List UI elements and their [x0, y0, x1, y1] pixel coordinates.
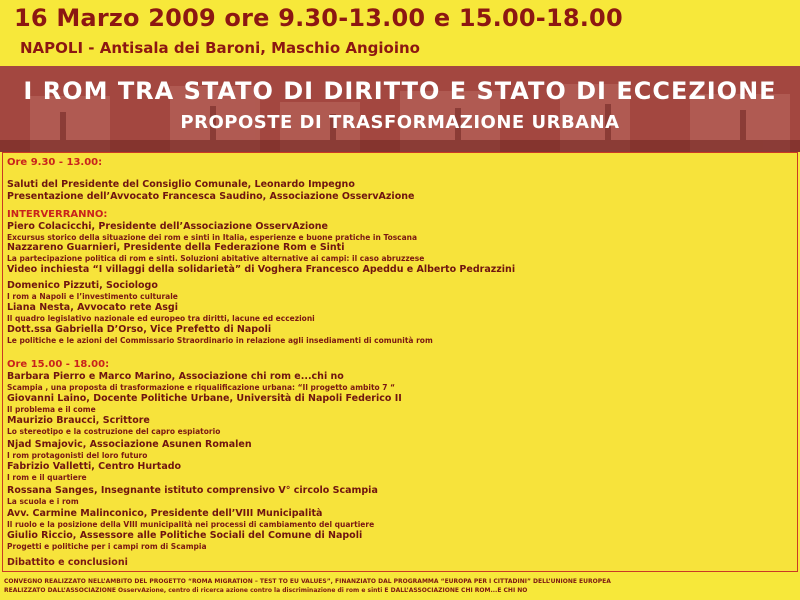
afternoon-speaker-name: Giovanni Laino, Docente Politiche Urbane, Università di Napoli Federico II	[7, 393, 402, 404]
afternoon-speaker-name: Maurizio Braucci, Scrittore	[7, 415, 150, 426]
morning-speaker-topic: I rom a Napoli e l’investimento culturale	[7, 292, 178, 301]
afternoon-speaker-topic: Il problema e il come	[7, 405, 96, 414]
afternoon-speaker-name: Fabrizio Valletti, Centro Hurtado	[7, 461, 182, 472]
event-date: 16 Marzo 2009 ore 9.30-13.00 e 15.00-18.00	[14, 4, 623, 32]
afternoon-label: Ore 15.00 - 18.00:	[7, 359, 110, 370]
header-area	[0, 0, 800, 70]
footer	[0, 573, 800, 600]
morning-speaker-name: Piero Colacicchi, Presidente dell’Associazione OsservAzione	[7, 221, 328, 232]
afternoon-speaker-topic: I rom protagonisti del loro futuro	[7, 451, 148, 460]
afternoon-speaker-topic: Il ruolo e la posizione della VIII municipalità nei processi di cambiamento del quartiere	[7, 520, 375, 529]
morning-speaker-topic: La partecipazione politica di rom e sinti. Soluzioni abitative alternative ai campi: il caso abruzzese	[7, 254, 425, 263]
afternoon-speaker-name: Giulio Riccio, Assessore alle Politiche Sociali del Comune di Napoli	[7, 530, 363, 541]
morning-label: Ore 9.30 - 13.00:	[7, 157, 103, 168]
afternoon-speaker-topic: Scampia , una proposta di trasformazione e riqualificazione urbana: “Il progetto ambito 7 “	[7, 383, 396, 392]
afternoon-speaker-topic: I rom e il quartiere	[7, 473, 87, 482]
greetings-1: Saluti del Presidente del Consiglio Comunale, Leonardo Impegno	[7, 179, 355, 190]
morning-speaker-name: Liana Nesta, Avvocato rete Asgi	[7, 302, 178, 313]
morning-speaker-topic: Excursus storico della situazione dei rom e sinti in Italia, esperienze e buone pratiche in Toscana	[7, 233, 418, 242]
afternoon-speaker-name: Avv. Carmine Malinconico, Presidente dell’VIII Municipalità	[7, 508, 323, 519]
speakers-label: INTERVERRANNO:	[7, 209, 108, 220]
afternoon-speaker-topic: La scuola e i rom	[7, 497, 79, 506]
program-box	[2, 152, 798, 572]
afternoon-speaker-name: Rossana Sanges, Insegnante istituto comprensivo V° circolo Scampia	[7, 485, 378, 496]
afternoon-speaker-name: Barbara Pierro e Marco Marino, Associazione chi rom e...chi no	[7, 371, 344, 382]
afternoon-speaker-name: Njad Smajovic, Associazione Asunen Romalen	[7, 439, 252, 450]
event-title: I ROM TRA STATO DI DIRITTO E STATO DI ECCEZIONE	[23, 77, 777, 105]
event-place: NAPOLI - Antisala dei Baroni, Maschio Angioino	[20, 39, 420, 57]
afternoon-speaker-topic: Lo stereotipo e la costruzione del capro espiatorio	[7, 427, 221, 436]
morning-speaker-name: Nazzareno Guarnieri, Presidente della Federazione Rom e Sinti	[7, 242, 345, 253]
footer-line-1: CONVEGNO REALIZZATO NELL’AMBITO DEL PROGETTO “ROMA MIGRATION – TEST TO EU VALUES”, FINANZIATO DAL PROGRAMMA “EUROPA PER I CITTADINI” DELL’UNIONE EUROPEA	[4, 578, 611, 585]
morning-speaker-name: Video inchiesta “I villaggi della solidarietà” di Voghera Francesco Apeddu e Alberto Pedrazzini	[7, 264, 516, 275]
morning-speaker-name: Dott.ssa Gabriella D’Orso, Vice Prefetto di Napoli	[7, 324, 272, 335]
event-subtitle: PROPOSTE DI TRASFORMAZIONE URBANA	[180, 112, 620, 133]
greetings-2: Presentazione dell’Avvocato Francesca Saudino, Associazione OsservAzione	[7, 191, 415, 202]
morning-speaker-topic: Le politiche e le azioni del Commissario Straordinario in relazione agli insediamenti di comunità rom	[7, 336, 433, 345]
morning-speaker-topic: Il quadro legislativo nazionale ed europeo tra diritti, lacune ed eccezioni	[7, 314, 315, 323]
morning-speaker-name: Domenico Pizzuti, Sociologo	[7, 280, 158, 291]
afternoon-speaker-topic: Progetti e politiche per i campi rom di Scampia	[7, 542, 207, 551]
closing-note: Dibattito e conclusioni	[7, 557, 128, 568]
footer-line-2: REALIZZATO DALL’ASSOCIAZIONE OsservAzione, centro di ricerca azione contro la discriminazione di rom e sinti E DALL’ASSOCIAZIONE CHI ROM...E CHI NO	[4, 587, 528, 594]
